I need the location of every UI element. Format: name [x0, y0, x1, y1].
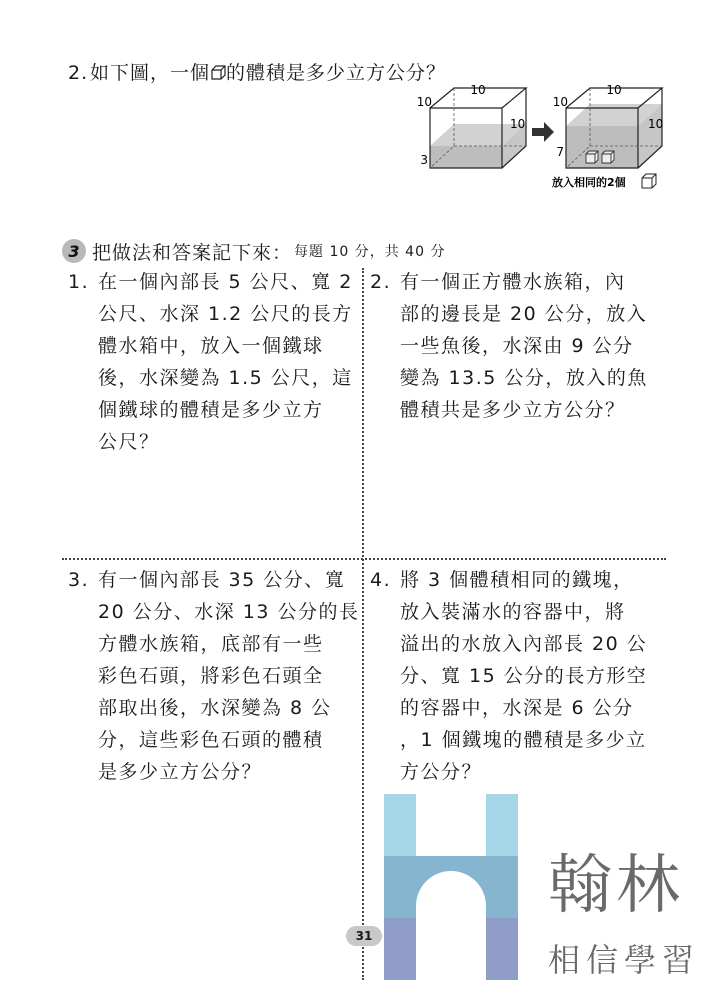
question-line: 方公分？	[400, 761, 483, 783]
question-line: 將 3 個體積相同的鐵塊，	[400, 569, 634, 591]
question-4	[370, 564, 647, 788]
question-line: 是多少立方公分？	[98, 761, 263, 783]
question-number: 2.	[370, 271, 392, 293]
left-tank	[417, 84, 526, 168]
question-line: 有一個內部長 35 公分、寬	[98, 569, 346, 591]
question-line: ，1 個鐵塊的體積是多少立	[400, 729, 647, 751]
left-length-label: 10	[470, 84, 486, 97]
question-number: 4.	[370, 569, 392, 591]
diagram-caption: 放入相同的2個	[552, 176, 626, 189]
page-number: 31	[346, 926, 382, 946]
question-line: 分、寬 15 公分的長方形空	[400, 665, 648, 687]
section-heading	[62, 238, 445, 264]
section-title: 把做法和答案記下來：	[92, 241, 293, 264]
tank-diagram	[416, 84, 676, 194]
caption-cube-icon	[642, 174, 656, 188]
question-3	[68, 564, 359, 788]
question-2	[370, 266, 648, 426]
brand-tagline: 相信學習	[548, 941, 701, 979]
left-depth-label: 3	[420, 153, 428, 167]
question-line: 部取出後，水深變為 8 公	[98, 697, 332, 719]
question-line: 部的邊長是 20 公分，放入	[400, 303, 648, 325]
question-number: 1.	[68, 271, 90, 293]
right-width-label: 10	[552, 95, 568, 109]
question-line: 體水箱中，放入一個鐵球	[98, 335, 324, 357]
section-scoring-note: 每題 10 分，共 40 分	[294, 244, 446, 260]
logo-middle-band	[384, 856, 518, 918]
brand-name: 翰林	[548, 849, 684, 923]
question-number: 3.	[68, 569, 90, 591]
question-line: 方體水族箱，底部有一些	[98, 633, 324, 655]
arrow-right-icon	[532, 122, 554, 142]
question-line: 分，這些彩色石頭的體積	[98, 729, 324, 751]
question-line: 個鐵球的體積是多少立方	[98, 399, 324, 421]
question-line: 彩色石頭，將彩色石頭全	[98, 665, 324, 687]
question-line: 公尺？	[98, 431, 160, 453]
problem-2-statement	[68, 58, 446, 86]
right-tank	[553, 84, 664, 168]
question-line: 在一個內部長 5 公尺、寬 2	[98, 271, 353, 293]
right-height-label: 10	[648, 117, 664, 131]
question-line: 公尺、水深 1.2 公尺的長方	[98, 303, 353, 325]
question-1	[68, 266, 353, 458]
left-width-label: 10	[416, 95, 432, 109]
logo-bottom-band	[384, 918, 518, 980]
hanlin-logo	[384, 794, 518, 980]
section-number-badge: 3	[62, 239, 86, 263]
horizontal-divider	[62, 558, 666, 560]
problem-2-text-after: 的體積是多少立方公分？	[226, 62, 447, 84]
right-depth-label: 7	[556, 145, 564, 159]
question-line: 體積共是多少立方公分？	[400, 399, 626, 421]
question-line: 20 公分、水深 13 公分的長	[98, 601, 360, 623]
question-line: 有一個正方體水族箱，內	[400, 271, 626, 293]
question-line: 溢出的水放入內部長 20 公	[400, 633, 648, 655]
right-length-label: 10	[606, 84, 622, 97]
question-line: 的容器中，水深是 6 公分	[400, 697, 634, 719]
question-line: 後，水深變為 1.5 公尺，這	[98, 367, 353, 389]
problem-2-number: 2.	[68, 62, 89, 84]
vertical-divider	[362, 268, 364, 980]
small-cube-icon	[210, 64, 226, 86]
logo-top-band	[384, 794, 518, 856]
left-height-label: 10	[510, 117, 526, 131]
question-line: 一些魚後，水深由 9 公分	[400, 335, 634, 357]
problem-2-text-before: 如下圖，一個	[90, 62, 211, 84]
question-line: 變為 13.5 公分，放入的魚	[400, 367, 648, 389]
question-line: 放入裝滿水的容器中，將	[400, 601, 626, 623]
